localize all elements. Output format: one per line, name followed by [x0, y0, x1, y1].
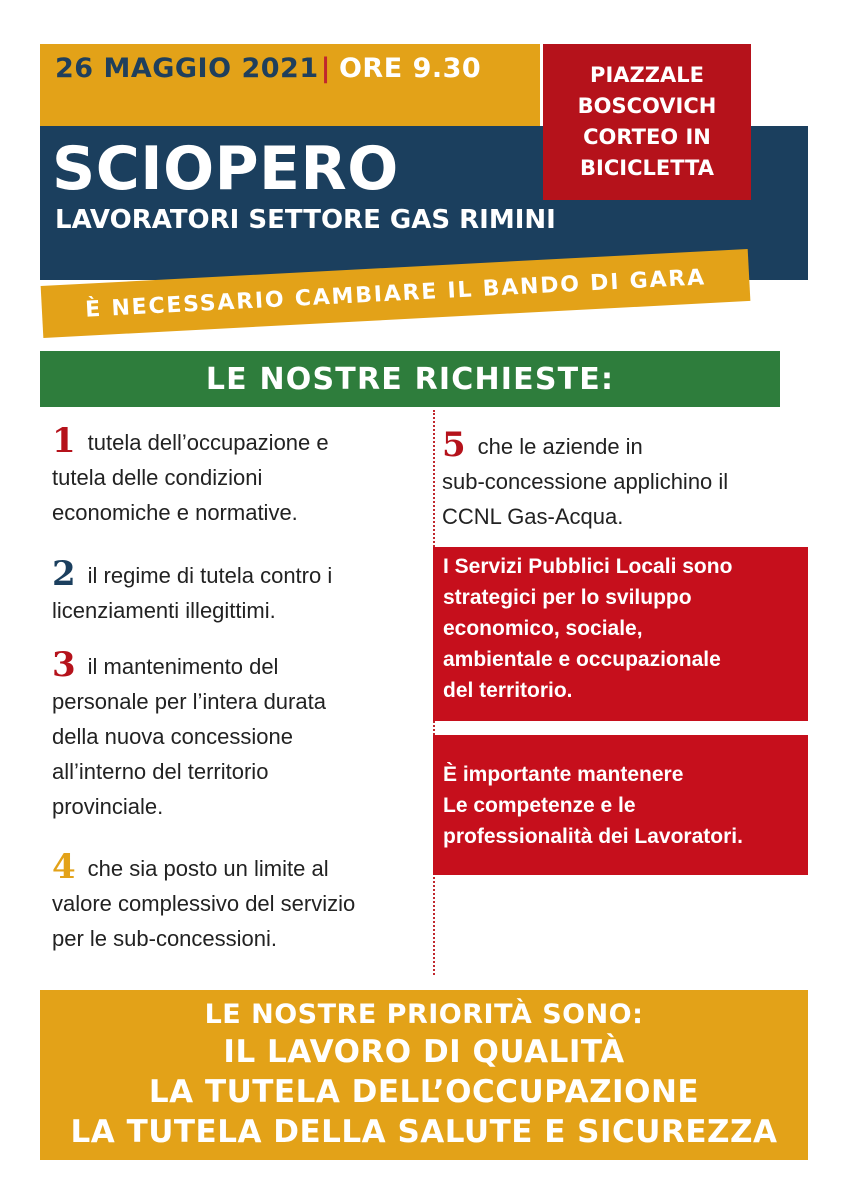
info-line: economico, sociale,	[443, 617, 643, 640]
request-number: 4	[52, 847, 76, 887]
request-number: 1	[52, 421, 76, 461]
requests-heading-band	[40, 351, 780, 407]
priorities-heading: LE NOSTRE PRIORITÀ SONO:	[204, 999, 644, 1030]
request-item-4	[52, 847, 356, 956]
request-line: CCNL Gas-Acqua.	[442, 504, 624, 529]
location-text	[547, 60, 747, 184]
request-item-5	[442, 425, 729, 534]
info-line: ambientale e occupazionale	[443, 648, 721, 671]
request-item-3	[52, 645, 326, 824]
event-date: 26 MAGGIO 2021	[55, 53, 319, 84]
location-line: CORTEO IN	[583, 125, 711, 149]
info-line: del territorio.	[443, 679, 573, 702]
request-line: economiche e normative.	[52, 500, 298, 525]
request-number: 5	[442, 425, 466, 465]
info-line: È importante mantenere	[443, 763, 684, 786]
page-title: SCIOPERO	[52, 134, 399, 204]
request-line: provinciale.	[52, 794, 164, 819]
request-item-1	[52, 421, 329, 530]
info-line: I Servizi Pubblici Locali sono	[443, 555, 733, 578]
request-line: il mantenimento del	[87, 654, 279, 679]
location-box	[543, 44, 751, 200]
page-subtitle: LAVORATORI SETTORE GAS RIMINI	[55, 205, 556, 235]
priority-line: LA TUTELA DELL’OCCUPAZIONE	[148, 1074, 700, 1110]
request-line: il regime di tutela contro i	[87, 563, 333, 588]
request-line: sub-concessione applichino il	[442, 469, 729, 494]
info-box-public-services	[433, 547, 808, 721]
request-line: della nuova concessione	[52, 724, 293, 749]
request-line: per le sub-concessioni.	[52, 926, 278, 951]
info-line: strategici per lo sviluppo	[443, 586, 692, 609]
info-line: professionalità dei Lavoratori.	[443, 825, 743, 848]
request-line: che le aziende in	[477, 434, 643, 459]
request-number: 3	[52, 645, 76, 685]
requests-heading: LE NOSTRE RICHIESTE:	[205, 361, 615, 397]
request-line: valore complessivo del servizio	[52, 891, 356, 916]
location-line: PIAZZALE	[590, 63, 704, 87]
event-time: ORE 9.30	[338, 53, 482, 84]
request-line: licenziamenti illegittimi.	[52, 598, 276, 623]
priority-line: IL LAVORO DI QUALITÀ	[223, 1034, 625, 1070]
request-line: personale per l’intera durata	[52, 689, 326, 714]
info-line: Le competenze e le	[443, 794, 636, 817]
event-date-time	[55, 46, 481, 92]
request-line: all’interno del territorio	[52, 759, 269, 784]
location-line: BICICLETTA	[580, 156, 714, 180]
request-line: tutela delle condizioni	[52, 465, 263, 490]
request-line: che sia posto un limite al	[87, 856, 329, 881]
request-item-2	[52, 554, 333, 628]
priorities-band	[40, 990, 808, 1160]
request-number: 2	[52, 554, 76, 594]
date-separator: |	[320, 53, 331, 84]
info-box-competences	[433, 735, 808, 875]
location-line: BOSCOVICH	[577, 94, 717, 118]
priority-line: LA TUTELA DELLA SALUTE E SICUREZZA	[70, 1114, 778, 1150]
request-line: tutela dell’occupazione e	[87, 430, 329, 455]
slogan-text: È NECESSARIO CAMBIARE IL BANDO DI GARA	[84, 264, 707, 323]
